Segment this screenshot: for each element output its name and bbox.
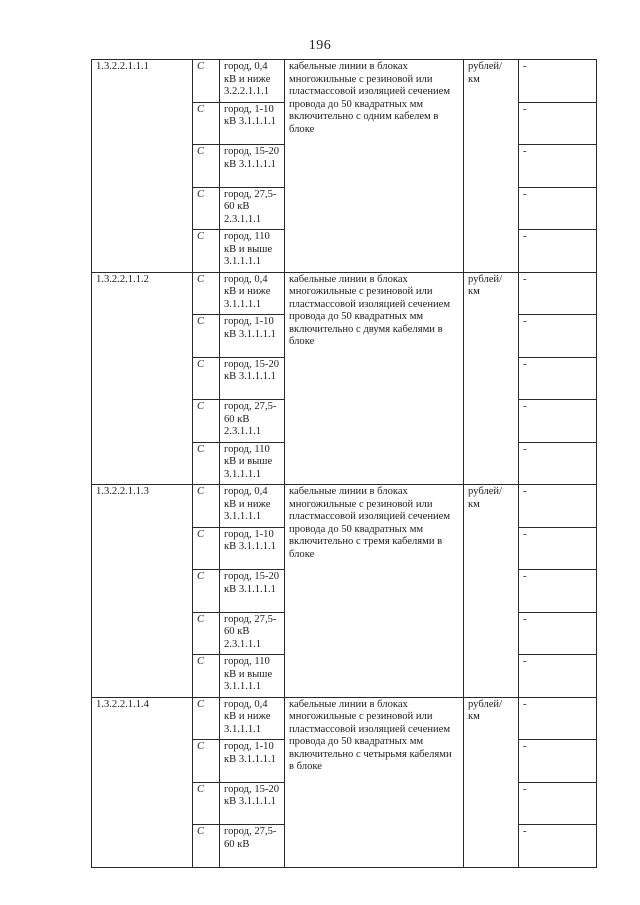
rates-table: [91, 59, 597, 868]
table-row: [92, 485, 597, 528]
item-code-cell: 1.3.2.2.1.1.1: [92, 60, 193, 273]
voltage-level-cell: город, 15-20 кВ 3.1.1.1.1: [220, 357, 285, 400]
category-letter-cell: C: [193, 272, 220, 315]
voltage-level-cell: город, 0,4 кВ и ниже 3.1.1.1.1: [220, 697, 285, 740]
value-cell: -: [519, 612, 597, 655]
category-letter-cell: C: [193, 230, 220, 273]
value-cell: -: [519, 315, 597, 358]
value-cell: -: [519, 570, 597, 613]
unit-cell: рублей/ км: [464, 697, 519, 867]
voltage-level-cell: город, 0,4 кВ и ниже 3.1.1.1.1: [220, 485, 285, 528]
voltage-level-cell: город, 1-10 кВ 3.1.1.1.1: [220, 527, 285, 570]
voltage-level-cell: город, 27,5-60 кВ 2.3.1.1.1: [220, 612, 285, 655]
value-cell: -: [519, 230, 597, 273]
value-cell: -: [519, 272, 597, 315]
unit-cell: рублей/ км: [464, 485, 519, 698]
voltage-level-cell: город, 1-10 кВ 3.1.1.1.1: [220, 102, 285, 145]
voltage-level-cell: город, 1-10 кВ 3.1.1.1.1: [220, 315, 285, 358]
item-code-cell: 1.3.2.2.1.1.3: [92, 485, 193, 698]
unit-cell: рублей/ км: [464, 60, 519, 273]
voltage-level-cell: город, 110 кВ и выше 3.1.1.1.1: [220, 442, 285, 485]
category-letter-cell: C: [193, 697, 220, 740]
category-letter-cell: C: [193, 357, 220, 400]
category-letter-cell: C: [193, 570, 220, 613]
category-letter-cell: C: [193, 825, 220, 868]
voltage-level-cell: город, 15-20 кВ 3.1.1.1.1: [220, 570, 285, 613]
voltage-level-cell: город, 1-10 кВ 3.1.1.1.1: [220, 740, 285, 783]
voltage-level-cell: город, 15-20 кВ 3.1.1.1.1: [220, 145, 285, 188]
voltage-level-cell: город, 27,5-60 кВ 2.3.1.1.1: [220, 400, 285, 443]
category-letter-cell: C: [193, 102, 220, 145]
value-cell: -: [519, 357, 597, 400]
voltage-level-cell: город, 0,4 кВ и ниже 3.1.1.1.1: [220, 272, 285, 315]
voltage-level-cell: город, 110 кВ и выше 3.1.1.1.1: [220, 230, 285, 273]
value-cell: -: [519, 145, 597, 188]
category-letter-cell: C: [193, 315, 220, 358]
description-cell: кабельные линии в блоках многожильные с резиновой или пластмассовой изоляцией сечением провода до 50 квадратных мм включительно с четырьмя кабелями в блоке: [285, 697, 464, 867]
voltage-level-cell: город, 110 кВ и выше 3.1.1.1.1: [220, 655, 285, 698]
category-letter-cell: C: [193, 400, 220, 443]
page-number: 196: [308, 38, 332, 53]
category-letter-cell: C: [193, 612, 220, 655]
description-cell: кабельные линии в блоках многожильные с резиновой или пластмассовой изоляцией сечением провода до 50 квадратных мм включительно с одним кабелем в блоке: [285, 60, 464, 273]
item-code-cell: 1.3.2.2.1.1.4: [92, 697, 193, 867]
voltage-level-cell: город, 0,4 кВ и ниже 3.2.2.1.1.1: [220, 60, 285, 103]
value-cell: -: [519, 485, 597, 528]
description-cell: кабельные линии в блоках многожильные с резиновой или пластмассовой изоляцией сечением провода до 50 квадратных мм включительно с двумя кабелями в блоке: [285, 272, 464, 485]
item-code-cell: 1.3.2.2.1.1.2: [92, 272, 193, 485]
value-cell: -: [519, 825, 597, 868]
value-cell: -: [519, 697, 597, 740]
category-letter-cell: C: [193, 187, 220, 230]
value-cell: -: [519, 187, 597, 230]
category-letter-cell: C: [193, 655, 220, 698]
value-cell: -: [519, 527, 597, 570]
category-letter-cell: C: [193, 485, 220, 528]
category-letter-cell: C: [193, 782, 220, 825]
table-row: [92, 272, 597, 315]
value-cell: -: [519, 60, 597, 103]
category-letter-cell: C: [193, 145, 220, 188]
value-cell: -: [519, 782, 597, 825]
value-cell: -: [519, 740, 597, 783]
table-row: [92, 60, 597, 103]
value-cell: -: [519, 442, 597, 485]
description-cell: кабельные линии в блоках многожильные с резиновой или пластмассовой изоляцией сечением провода до 50 квадратных мм включительно с тремя кабелями в блоке: [285, 485, 464, 698]
unit-cell: рублей/ км: [464, 272, 519, 485]
category-letter-cell: C: [193, 442, 220, 485]
category-letter-cell: C: [193, 740, 220, 783]
voltage-level-cell: город, 27,5-60 кВ: [220, 825, 285, 868]
value-cell: -: [519, 102, 597, 145]
voltage-level-cell: город, 27,5-60 кВ 2.3.1.1.1: [220, 187, 285, 230]
rates-table-body: [92, 60, 597, 868]
value-cell: -: [519, 400, 597, 443]
category-letter-cell: C: [193, 527, 220, 570]
category-letter-cell: C: [193, 60, 220, 103]
value-cell: -: [519, 655, 597, 698]
table-row: [92, 697, 597, 740]
voltage-level-cell: город, 15-20 кВ 3.1.1.1.1: [220, 782, 285, 825]
